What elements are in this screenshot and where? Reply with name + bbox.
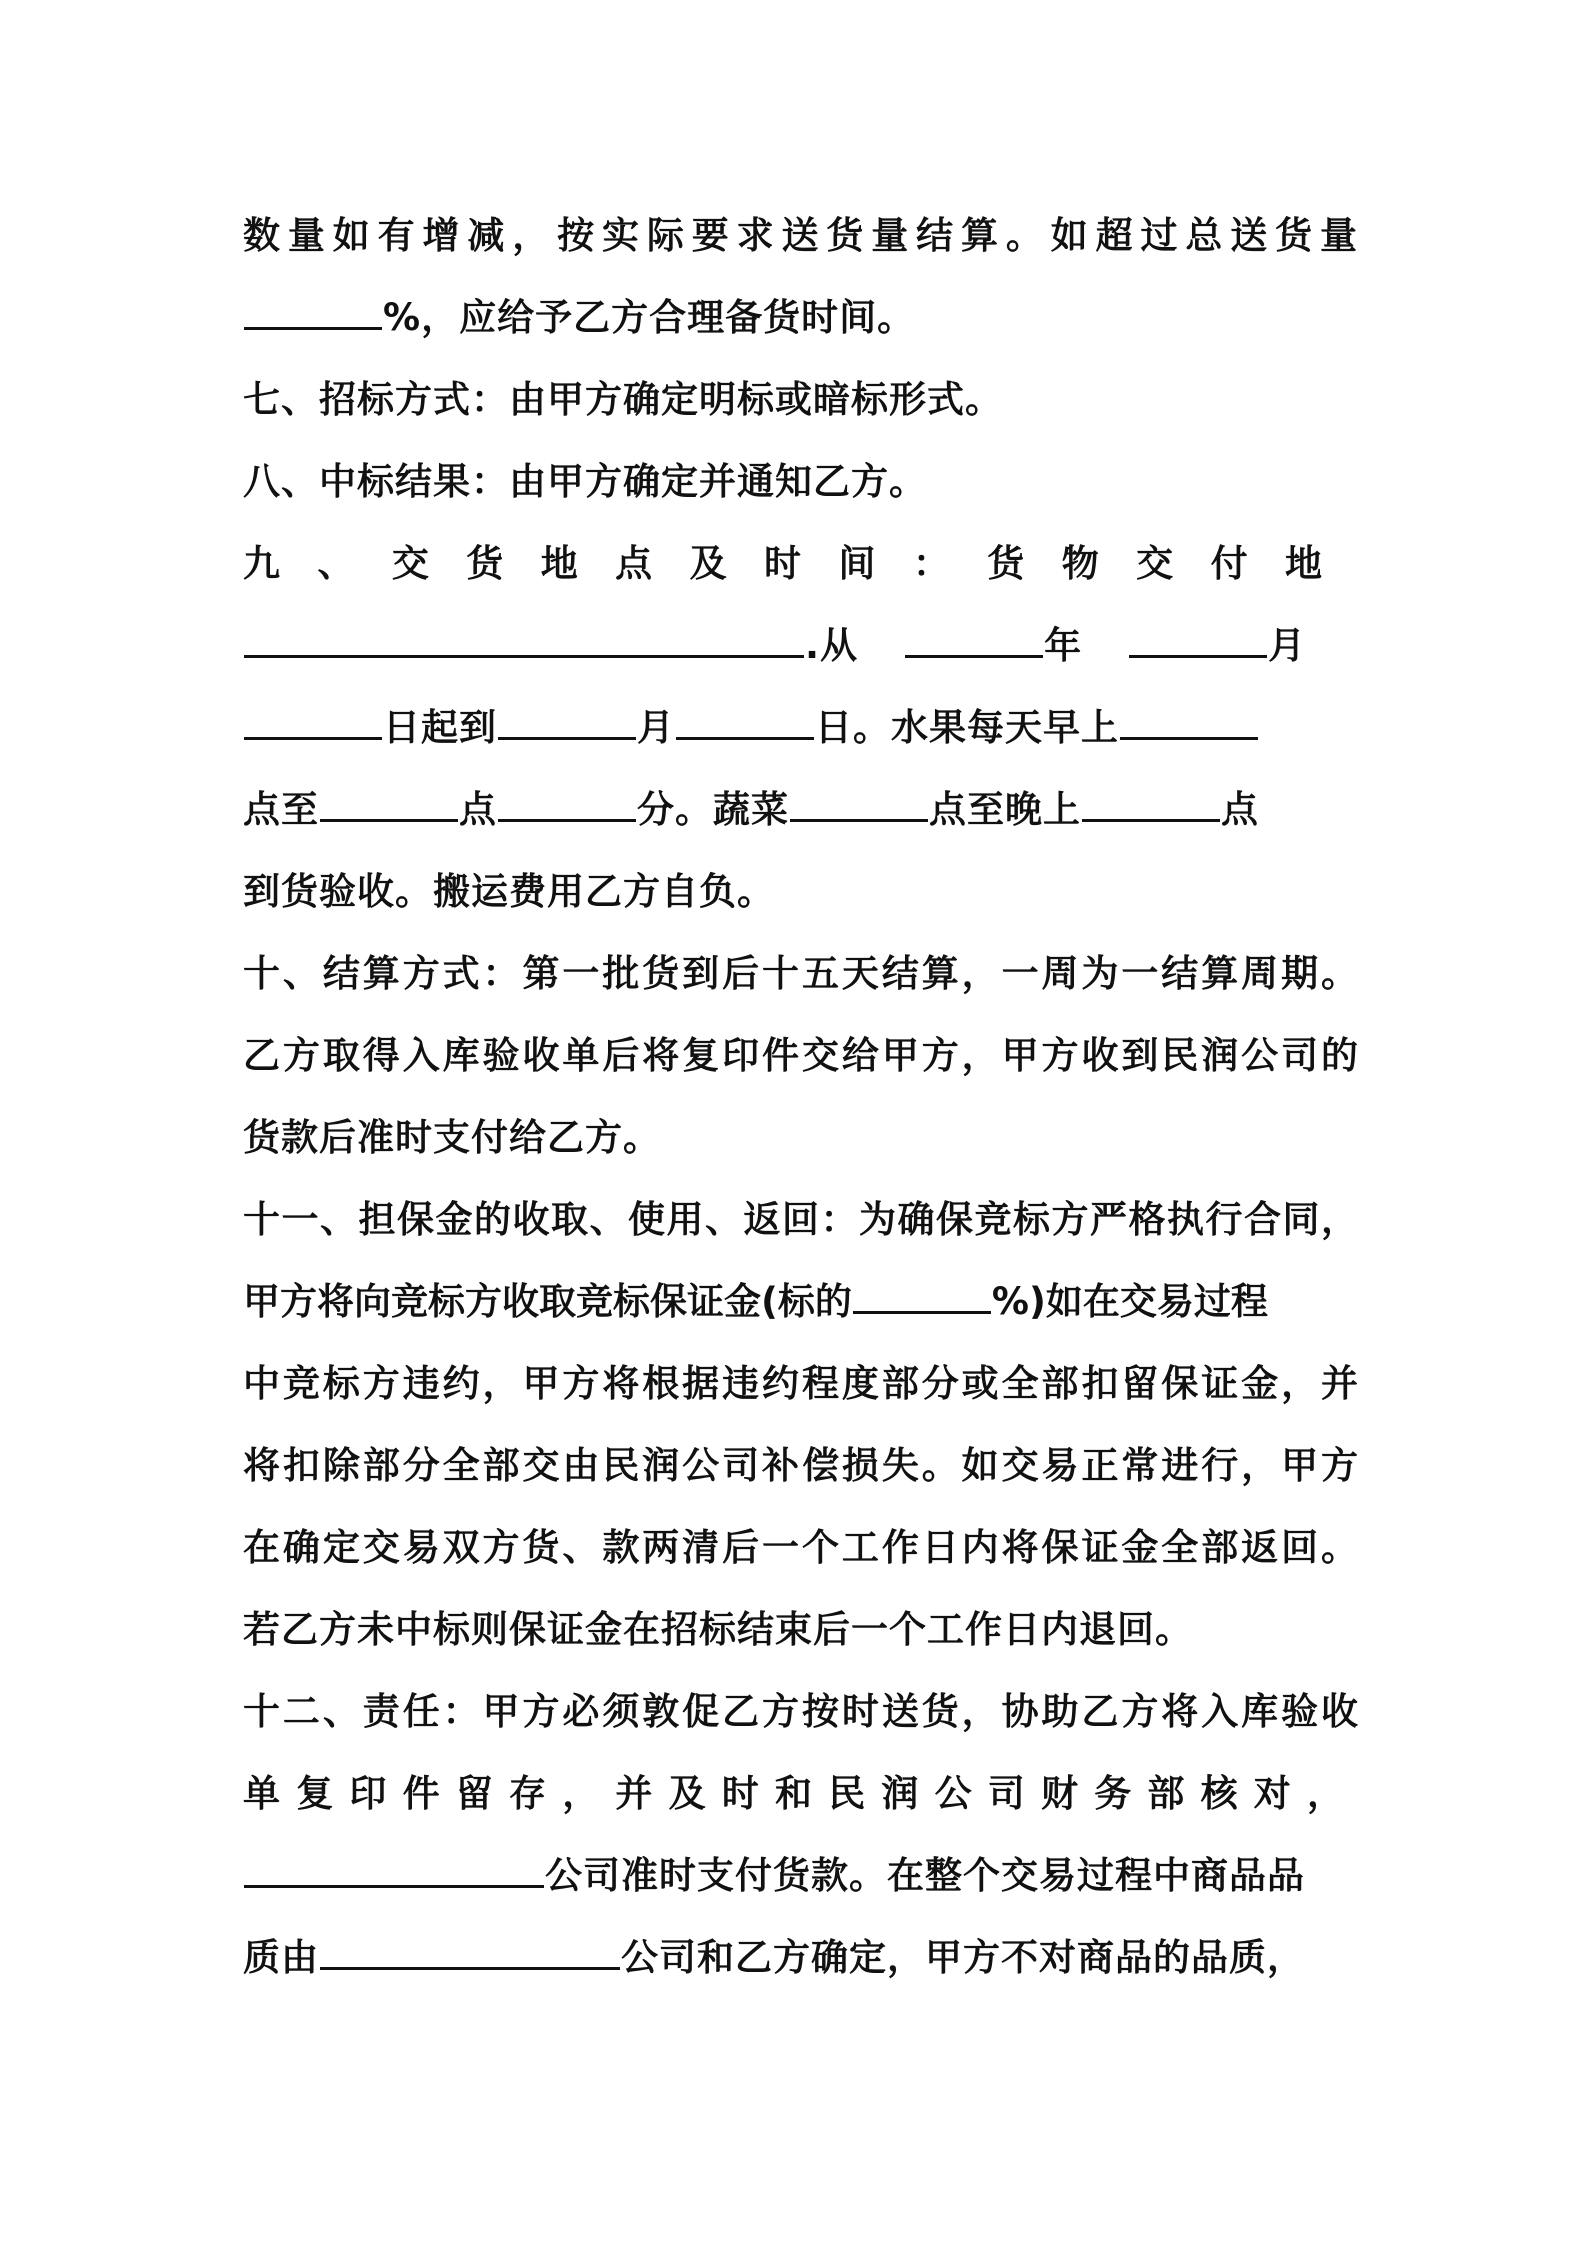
text-segment: 单复印件留存，并及时和民润公司财务部核对， — [243, 1772, 1358, 1815]
text-segment: 点至晚上 — [929, 788, 1081, 831]
fill-in-blank[interactable] — [320, 1933, 620, 1970]
fill-in-blank[interactable] — [320, 785, 458, 822]
text-line — [243, 1425, 1358, 1507]
text-segment: 八、中标结果：由甲方确定并通知乙方。 — [243, 460, 927, 503]
fill-in-blank[interactable] — [676, 703, 814, 740]
text-segment: 将扣除部分全部交由民润公司补偿损失。如交易正常进行，甲方 — [243, 1444, 1358, 1487]
text-segment: 日起到 — [383, 706, 497, 749]
text-line — [243, 1835, 1358, 1917]
fill-in-blank[interactable] — [244, 1851, 544, 1888]
text-segment: %)如在交易过程 — [991, 1280, 1268, 1323]
fill-in-blank[interactable] — [1129, 621, 1267, 658]
section-heading-12 — [243, 1671, 1358, 1753]
fill-in-blank[interactable] — [853, 1277, 991, 1314]
text-line — [243, 605, 1358, 687]
fill-in-blank[interactable] — [1082, 785, 1220, 822]
text-segment: 到货验收。搬运费用乙方自负。 — [243, 870, 775, 913]
fill-in-blank[interactable] — [498, 703, 636, 740]
text-segment: 在确定交易双方货、款两清后一个工作日内将保证金全部返回。 — [243, 1526, 1358, 1569]
text-segment: 十一、担保金的收取、使用、返回：为确保竞标方严格执行合同， — [243, 1198, 1358, 1241]
fill-in-blank[interactable] — [498, 785, 636, 822]
text-line — [243, 687, 1358, 769]
fill-in-blank[interactable] — [905, 621, 1043, 658]
text-segment: 日。水果每天早上 — [815, 706, 1119, 749]
text-segment: 质由 — [243, 1936, 319, 1979]
text-line — [243, 1589, 1358, 1671]
text-segment: 点至 — [243, 788, 319, 831]
document-page — [243, 195, 1358, 1999]
section-heading-7 — [243, 359, 1358, 441]
section-heading-8 — [243, 441, 1358, 523]
text-line — [243, 1015, 1358, 1097]
text-segment: 年 — [1044, 624, 1083, 667]
text-segment: 乙方取得入库验收单后将复印件交给甲方，甲方收到民润公司的 — [243, 1034, 1358, 1077]
text-segment: 若乙方未中标则保证金在招标结束后一个工作日内退回。 — [243, 1608, 1193, 1651]
text-segment: 分。蔬菜 — [637, 788, 789, 831]
text-segment: 点 — [459, 788, 497, 831]
text-segment: 九、交货地点及时间：货物交付地 — [243, 542, 1358, 585]
text-segment: 月 — [637, 706, 675, 749]
fill-in-blank[interactable] — [244, 621, 804, 658]
text-segment: 十、结算方式：第一批货到后十五天结算，一周为一结算周期。 — [243, 952, 1358, 995]
text-line — [243, 1753, 1358, 1835]
section-heading-10 — [243, 933, 1358, 1015]
text-segment: 中竞标方违约，甲方将根据违约程度部分或全部扣留保证金，并 — [243, 1362, 1358, 1405]
text-line — [243, 769, 1358, 851]
fill-in-blank[interactable] — [790, 785, 928, 822]
fill-in-blank[interactable] — [1120, 703, 1258, 740]
text-segment: 月 — [1268, 624, 1307, 667]
text-segment: 七、招标方式：由甲方确定明标或暗标形式。 — [243, 378, 1003, 421]
fill-in-blank[interactable] — [244, 293, 382, 330]
text-line — [243, 195, 1358, 277]
text-line — [243, 1917, 1358, 1999]
text-line — [243, 1507, 1358, 1589]
text-segment: 数量如有增减，按实际要求送货量结算。如超过总送货量 — [243, 214, 1358, 257]
text-line — [243, 851, 1358, 933]
text-segment: 货款后准时支付给乙方。 — [243, 1116, 661, 1159]
text-segment: 点 — [1221, 788, 1259, 831]
text-segment: 甲方将向竞标方收取竞标保证金(标的 — [243, 1280, 852, 1323]
section-heading-11 — [243, 1179, 1358, 1261]
text-segment: 十二、责任：甲方必须敦促乙方按时送货，协助乙方将入库验收 — [243, 1690, 1358, 1733]
fill-in-blank[interactable] — [244, 703, 382, 740]
text-line — [243, 1097, 1358, 1179]
text-line — [243, 277, 1358, 359]
text-segment: %，应给予乙方合理备货时间。 — [383, 296, 916, 339]
text-segment: 公司准时支付货款。在整个交易过程中商品品 — [545, 1854, 1305, 1897]
text-line — [243, 1261, 1358, 1343]
text-line — [243, 1343, 1358, 1425]
section-heading-9 — [243, 523, 1358, 605]
text-segment: .从 — [805, 624, 859, 667]
text-segment: 公司和乙方确定，甲方不对商品的品质， — [621, 1936, 1305, 1979]
